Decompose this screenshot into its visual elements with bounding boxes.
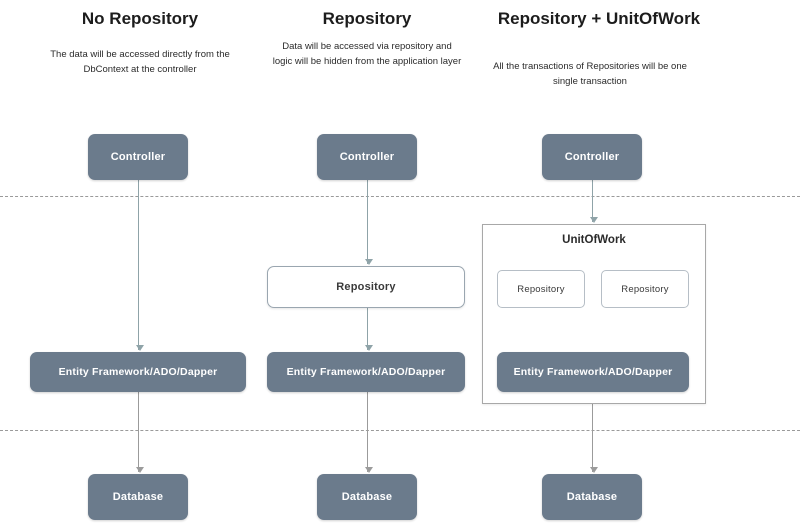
node-data-access-col3: Entity Framework/ADO/Dapper bbox=[497, 352, 689, 392]
node-database-col1: Database bbox=[88, 474, 188, 520]
connector-repository-to-data-access-col2 bbox=[367, 308, 368, 350]
column-title-repository-unitofwork: Repository + UnitOfWork bbox=[497, 9, 701, 28]
node-controller-col3: Controller bbox=[542, 134, 642, 180]
node-database-col3: Database bbox=[542, 474, 642, 520]
node-repository-1-col3: Repository bbox=[497, 270, 585, 308]
connector-controller-to-data-access-col1 bbox=[138, 180, 139, 350]
node-data-access-col2: Entity Framework/ADO/Dapper bbox=[267, 352, 465, 392]
column-description-repository: Data will be accessed via repository and logic will be hidden from the application layer bbox=[272, 41, 462, 67]
column-description-repository-unitofwork: All the transactions of Repositories will be one single transaction bbox=[493, 61, 687, 87]
node-repository-col2: Repository bbox=[267, 266, 465, 308]
node-repository-2-col3: Repository bbox=[601, 270, 689, 308]
column-title-repository: Repository bbox=[322, 9, 412, 28]
node-data-access-col1: Entity Framework/ADO/Dapper bbox=[30, 352, 246, 392]
node-controller-col2: Controller bbox=[317, 134, 417, 180]
node-database-col2: Database bbox=[317, 474, 417, 520]
column-title-no-repository: No Repository bbox=[81, 9, 199, 28]
connector-data-access-to-database-col1 bbox=[138, 392, 139, 472]
connector-controller-to-unitofwork-col3 bbox=[592, 180, 593, 222]
data-layer-separator bbox=[0, 430, 800, 431]
node-controller-col1: Controller bbox=[88, 134, 188, 180]
unitofwork-label: UnitOfWork bbox=[562, 234, 626, 246]
connector-data-access-to-database-col2 bbox=[367, 392, 368, 472]
connector-controller-to-repository-col2 bbox=[367, 180, 368, 264]
column-description-no-repository: The data will be accessed directly from the DbContext at the controller bbox=[50, 49, 230, 75]
connector-unitofwork-to-database-col3 bbox=[592, 404, 593, 472]
presentation-layer-separator bbox=[0, 196, 800, 197]
